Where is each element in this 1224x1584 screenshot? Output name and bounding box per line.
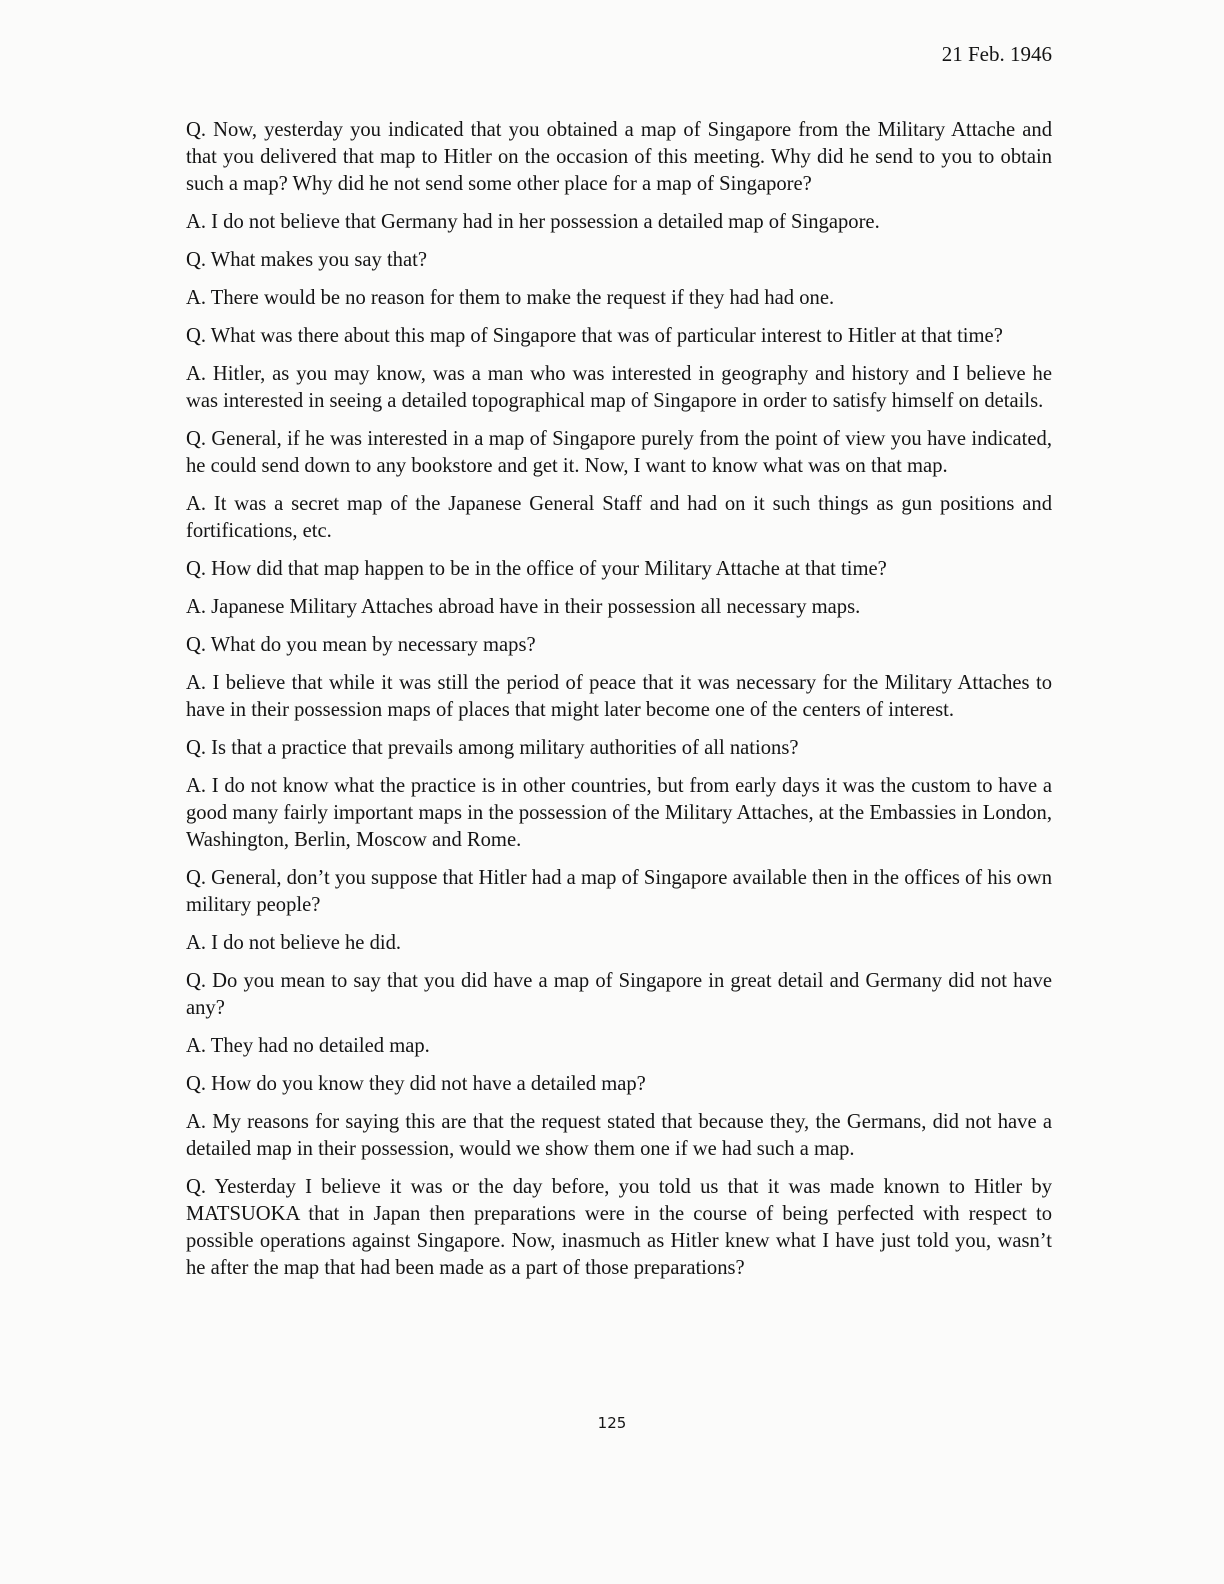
transcript-paragraph: A. I believe that while it was still the period of peace that it was necessary for the Military Attaches to have in their possession maps of places that might later become one of the centers of interest.	[186, 672, 1052, 721]
transcript-paragraph: Q. Is that a practice that prevails among military authorities of all nations?	[186, 737, 799, 759]
transcript-paragraph: Q. How did that map happen to be in the office of your Military Attache at that time?	[186, 558, 887, 580]
transcript-paragraph: A. It was a secret map of the Japanese General Staff and had on it such things as gun positions and fortifications, etc.	[186, 493, 1052, 542]
transcript-paragraph: Q. General, if he was interested in a map of Singapore purely from the point of view you have indicated, he could send down to any bookstore and get it. Now, I want to know what was on that map.	[186, 428, 1052, 477]
transcript-paragraph: Q. What do you mean by necessary maps?	[186, 634, 536, 656]
transcript-paragraph: A. I do not believe he did.	[186, 932, 402, 954]
transcript-paragraph: A. Japanese Military Attaches abroad have in their possession all necessary maps.	[186, 596, 861, 618]
document-date: 21 Feb. 1946	[941, 42, 1052, 66]
transcript-paragraph: Q. How do you know they did not have a detailed map?	[186, 1073, 646, 1095]
transcript-paragraph: Q. What was there about this map of Singapore that was of particular interest to Hitler at that time?	[186, 325, 1003, 347]
page-number: 125	[597, 1414, 627, 1432]
transcript-body	[186, 117, 1052, 1293]
transcript-paragraph: A. I do not believe that Germany had in her possession a detailed map of Singapore.	[186, 211, 880, 233]
transcript-paragraph: Q. Do you mean to say that you did have a map of Singapore in great detail and Germany did not have any?	[186, 970, 1052, 1019]
transcript-paragraph: A. They had no detailed map.	[186, 1035, 430, 1057]
transcript-paragraph: A. I do not know what the practice is in other countries, but from early days it was the custom to have a good many fairly important maps in the possession of the Military Attaches, at the Embassies in London, Washington, Berlin, Moscow and Rome.	[186, 775, 1052, 851]
transcript-paragraph: A. Hitler, as you may know, was a man who was interested in geography and history and I believe he was interested in seeing a detailed topographical map of Singapore in order to satisfy himself on details.	[186, 363, 1052, 412]
transcript-paragraph: A. My reasons for saying this are that the request stated that because they, the Germans, did not have a detailed map in their possession, would we show them one if we had such a map.	[186, 1111, 1052, 1160]
transcript-paragraph: Q. What makes you say that?	[186, 249, 427, 271]
transcript-paragraph: Q. Now, yesterday you indicated that you obtained a map of Singapore from the Military Attache and that you delivered that map to Hitler on the occasion of this meeting. Why did he send to you to obtain such a map? Why did he not send some other place for a map of Singapore?	[186, 119, 1052, 195]
transcript-paragraph: A. There would be no reason for them to make the request if they had had one.	[186, 287, 835, 309]
transcript-paragraph: Q. Yesterday I believe it was or the day before, you told us that it was made known to Hitler by MATSUOKA that in Japan then preparations were in the course of being perfected with respect to possible operations against Singapore. Now, inasmuch as Hitler knew what I have just told you, wasn’t he after the map that had been made as a part of those preparations?	[186, 1176, 1052, 1279]
transcript-paragraph: Q. General, don’t you suppose that Hitler had a map of Singapore available then in the offices of his own military people?	[186, 867, 1052, 916]
